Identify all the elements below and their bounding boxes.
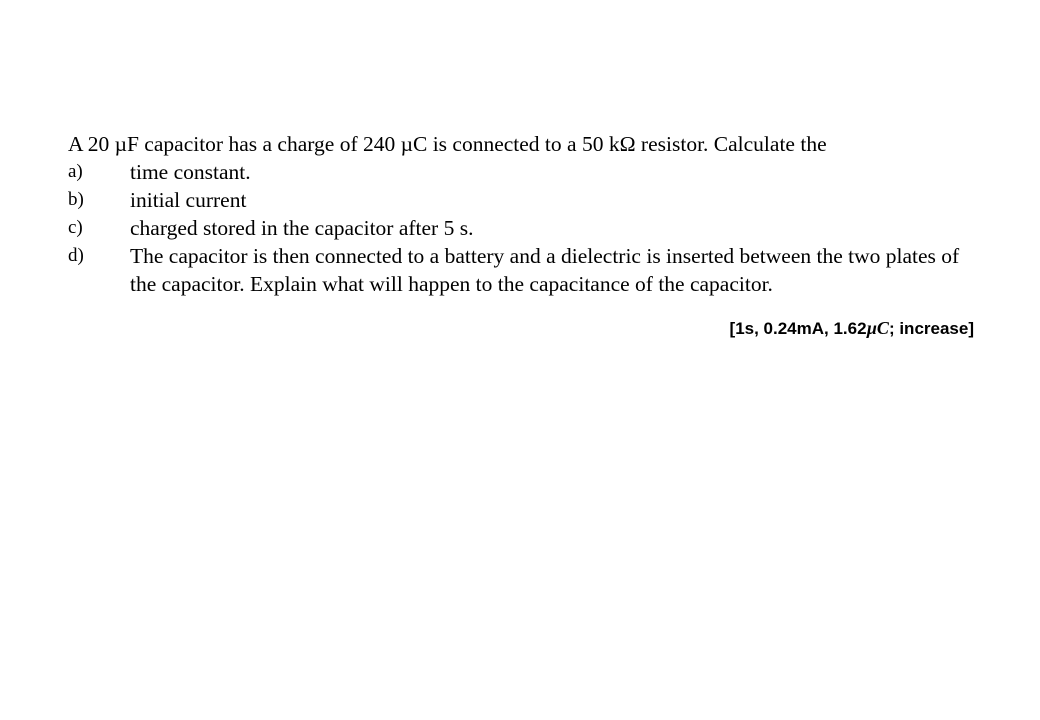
part-label: d) <box>68 245 84 266</box>
part-label: a) <box>68 161 83 182</box>
part-text: initial current <box>130 188 247 212</box>
answer-key <box>730 318 974 339</box>
question-part-a <box>68 158 988 186</box>
question-part-c <box>68 214 988 242</box>
question-block <box>68 130 988 298</box>
part-text: charged stored in the capacitor after 5 s. <box>130 216 474 240</box>
question-part-b <box>68 186 988 214</box>
answer-math-unit: µC <box>866 318 889 338</box>
answer-prefix: [1s, 0.24mA, 1.62 <box>729 319 867 338</box>
question-parts <box>68 158 988 298</box>
question-stem: A 20 µF capacitor has a charge of 240 µC is connected to a 50 kΩ resistor. Calculate the <box>68 132 827 156</box>
question-part-d <box>68 242 988 298</box>
answer-suffix: ; increase] <box>888 319 974 338</box>
part-text: The capacitor is then connected to a battery and a dielectric is inserted between the two plates of the capacitor. Explain what will happen to the capacitance of the capacitor. <box>130 244 960 296</box>
part-label: c) <box>68 217 83 238</box>
part-text: time constant. <box>130 160 251 184</box>
part-label: b) <box>68 189 84 210</box>
